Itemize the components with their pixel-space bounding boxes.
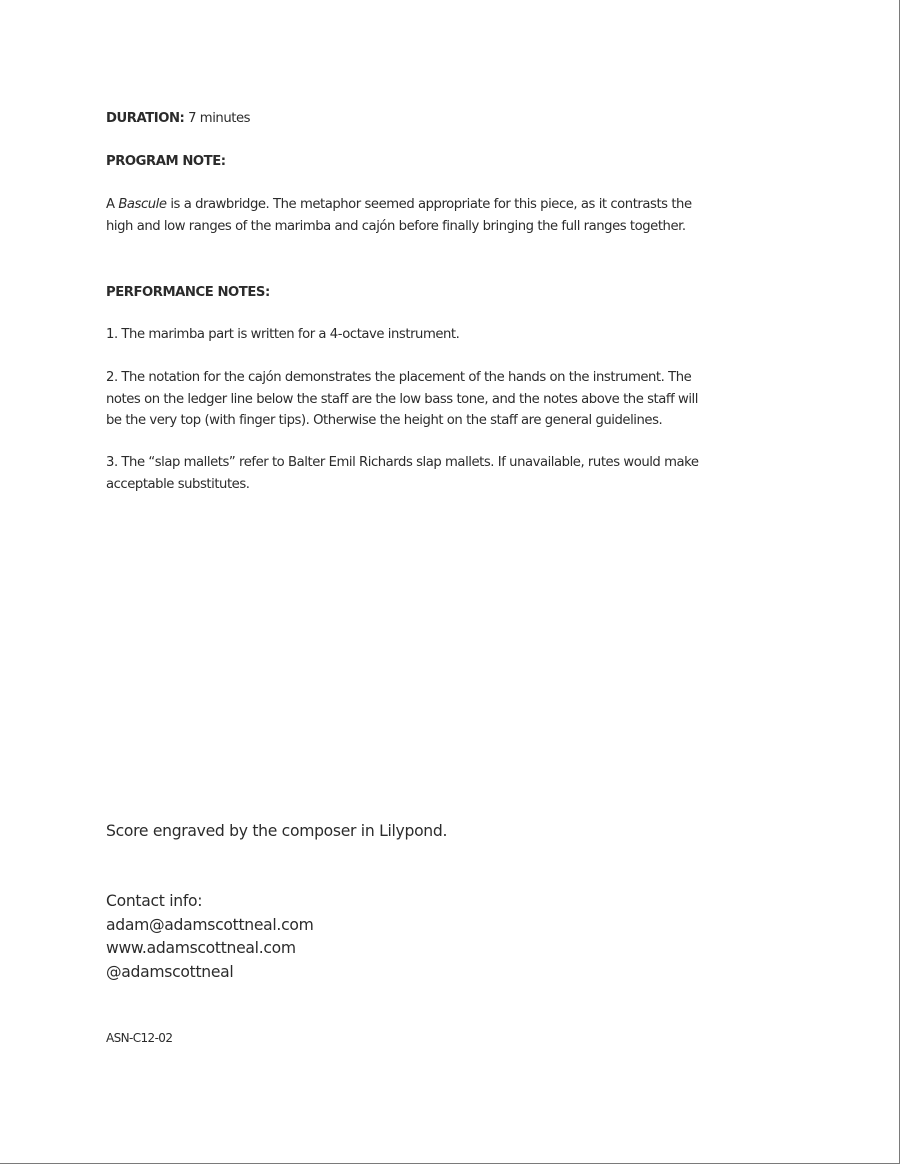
performance-notes-heading: PERFORMANCE NOTES: [106, 285, 270, 300]
performance-note-2-line-2: notes on the ledger line below the staff are the low bass tone, and the notes above the staff will [106, 391, 698, 407]
performance-note-1-line-1: 1. The marimba part is written for a 4-octave instrument. [106, 327, 460, 342]
program-note-line-2: high and low ranges of the marimba and cajón before finally bringing the full ranges together. [106, 218, 686, 234]
contact-block [106, 890, 314, 984]
program-note-line-1-post: is a drawbridge. The metaphor seemed appropriate for this piece, as it contrasts the [166, 197, 692, 212]
program-note-line-1-pre: A [106, 197, 119, 212]
performance-note-2-line-1: 2. The notation for the cajón demonstrates the placement of the hands on the instrument. The [106, 370, 692, 385]
piece-title-italic: Bascule [118, 197, 167, 212]
program-note-heading: PROGRAM NOTE: [106, 154, 226, 169]
performance-note-3 [106, 452, 796, 495]
performance-note-2-line-3: be the very top (with finger tips). Otherwise the height on the staff are general guidelines. [106, 413, 663, 429]
performance-note-1 [106, 324, 796, 346]
contact-email: adam@adamscottneal.com [106, 915, 314, 934]
program-note-text [106, 194, 796, 237]
duration-line [106, 108, 250, 130]
program-note-line-1 [106, 194, 796, 216]
performance-note-3-line-2: acceptable substitutes. [106, 476, 250, 492]
duration-label: DURATION: [106, 111, 185, 126]
performance-note-2 [106, 367, 796, 432]
catalog-code: ASN-C12-02 [106, 1031, 173, 1045]
engraving-note: Score engraved by the composer in Lilypond. [106, 822, 448, 840]
duration-value: 7 minutes [188, 111, 251, 126]
contact-handle: @adamscottneal [106, 962, 234, 981]
contact-website: www.adamscottneal.com [106, 939, 296, 957]
performance-note-3-line-1: 3. The “slap mallets” refer to Balter Emil Richards slap mallets. If unavailable, rutes would make [106, 455, 699, 470]
contact-label: Contact info: [106, 892, 203, 910]
